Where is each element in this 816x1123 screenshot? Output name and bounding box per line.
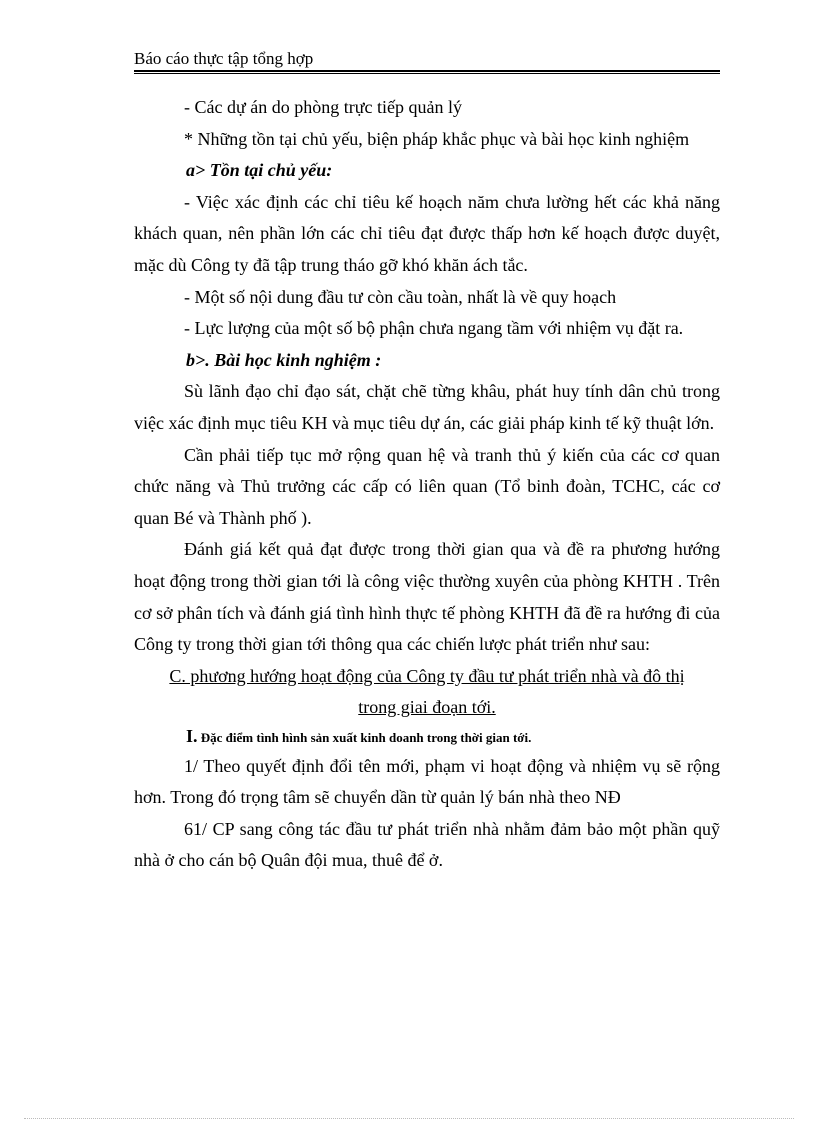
section-c-title-line1: C. phương hướng hoạt động của Công ty đầu tư phát triển nhà và đô thị <box>169 665 685 686</box>
document-body <box>134 92 720 877</box>
heading-lessons: b>. Bài học kinh nghiệm : <box>186 349 382 370</box>
section-i-text: Đặc điểm tình hình sản xuất kinh doanh trong thời gian tới. <box>200 729 532 745</box>
header-title: Báo cáo thực tập tổng hợp <box>134 49 314 68</box>
paragraph-shortcomings-intro: * Những tồn tại chủ yếu, biện pháp khắc phục và bài học kinh nghiệm <box>184 128 690 149</box>
paragraph-housing-fund: 61/ CP sang công tác đầu tư phát triển nhà nhằm đảm bảo một phần quỹ nhà ở cho cán bộ Quân đội mua, thuê để ở. <box>134 818 720 871</box>
paragraph-evaluation: Đánh giá kết quả đạt được trong thời gian qua và đề ra phương hướng hoạt động trong thời gian tới là công việc thường xuyên của phòng KHTH . Trên cơ sở phân tích và đánh giá tình hình thực tế phòng KHTH đã đề ra hướng đi của Công ty trong thời gian tới thông qua các chiến lược phát triển như sau: <box>134 539 720 655</box>
paragraph-plan-targets: - Việc xác định các chỉ tiêu kế hoạch năm chưa lường hết các khả năng khách quan, nên phần lớn các chỉ tiêu đạt được thấp hơn kế hoạch được duyệt, mặc dù Công ty đã tập trung tháo gỡ khó khăn ách tắc. <box>134 191 720 275</box>
page-bottom-border <box>24 1118 794 1119</box>
page-header <box>134 48 720 74</box>
paragraph-investment-content: - Một số nội dung đầu tư còn cầu toàn, nhất là về quy hoạch <box>184 286 617 307</box>
section-i-heading <box>134 723 720 751</box>
paragraph-workforce: - Lực lượng của một số bộ phận chưa ngang tầm với nhiệm vụ đặt ra. <box>184 318 684 339</box>
section-i-number: I. <box>186 725 198 746</box>
paragraph-projects: - Các dự án do phòng trực tiếp quản lý <box>184 97 462 117</box>
heading-shortcomings: a> Tồn tại chủ yếu: <box>186 160 333 181</box>
paragraph-relations: Cần phải tiếp tục mở rộng quan hệ và tranh thủ ý kiến của các cơ quan chức năng và Thủ trưởng các cấp có liên quan (Tổ binh đoàn, TCHC, các cơ quan Bé và Thành phố ). <box>134 444 720 528</box>
section-c-title-line2: trong giai đoạn tới. <box>358 696 496 717</box>
header-rule <box>134 70 720 74</box>
paragraph-renaming: 1/ Theo quyết định đổi tên mới, phạm vi hoạt động và nhiệm vụ sẽ rộng hơn. Trong đó trọng tâm sẽ chuyển dần từ quản lý bán nhà theo NĐ <box>134 755 720 808</box>
paragraph-leadership: Sù lãnh đạo chỉ đạo sát, chặt chẽ từng khâu, phát huy tính dân chủ trong việc xác định mục tiêu KH và mục tiêu dự án, các giải pháp kinh tế kỹ thuật lớn. <box>134 381 720 433</box>
